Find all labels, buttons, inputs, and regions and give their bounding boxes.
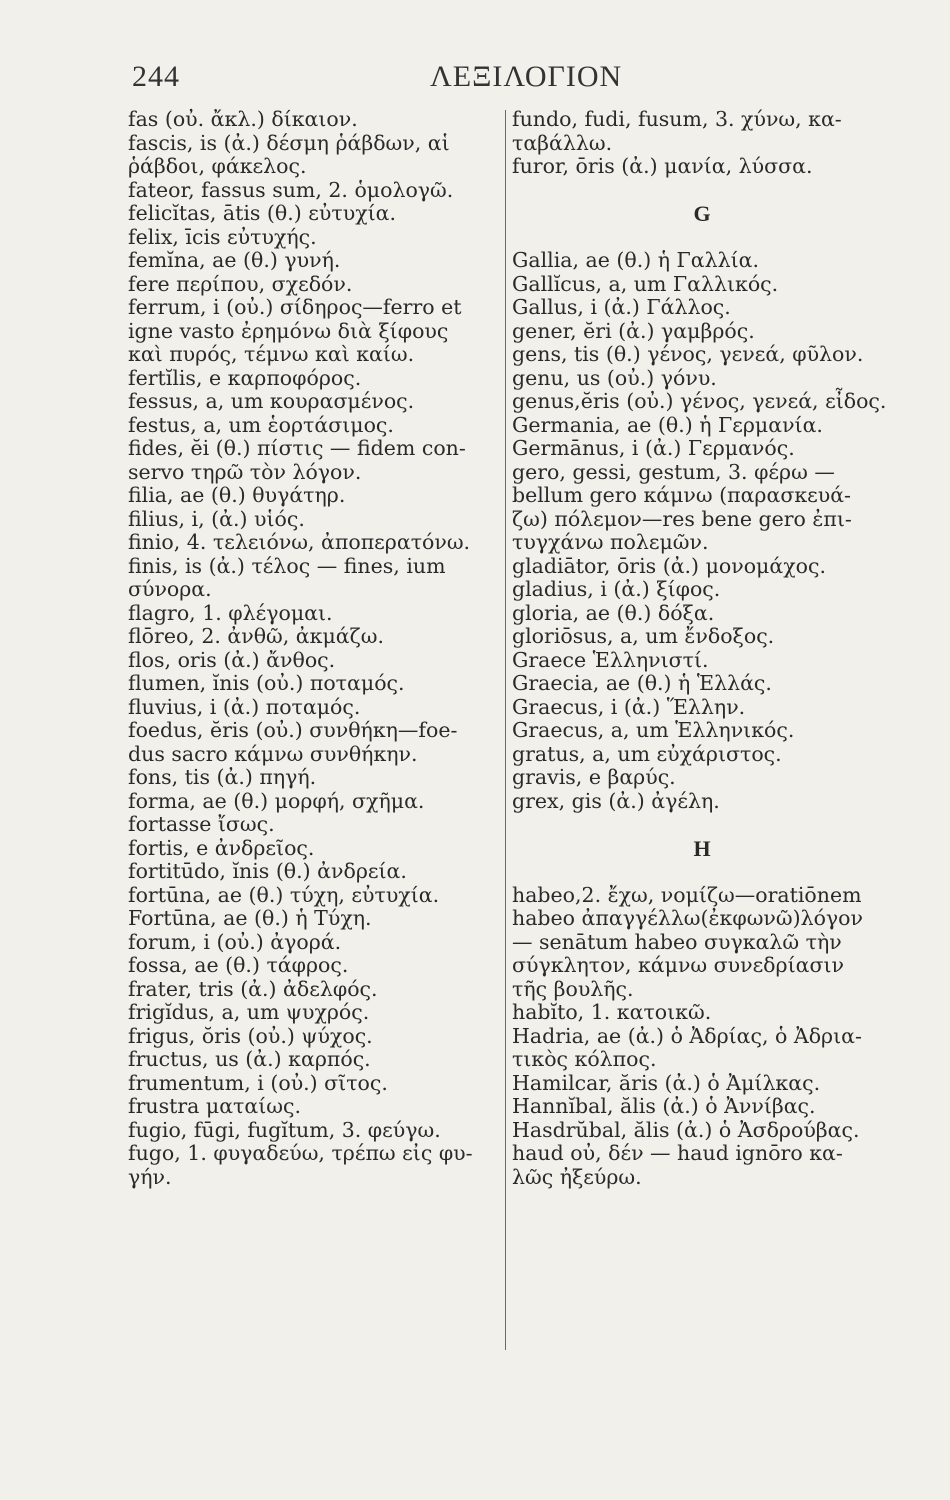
entry-line: fateor, fassus sum, 2. ὁμολογῶ.: [128, 177, 454, 202]
entry-line: fortis, e ἀνδρεῖος.: [128, 835, 315, 860]
entry-line: [512, 813, 892, 837]
entry-line: femĭna, ae (θ.) γυνή.: [128, 248, 341, 272]
entry-line: habeo,2. ἔχω, νομίζω—oratiōnem: [512, 882, 862, 907]
entry-line: flumen, ĭnis (οὐ.) ποταμός.: [128, 671, 405, 695]
column-divider: [505, 110, 506, 1350]
running-title: ΛΕΞΙΛΟΓΙΟΝ: [430, 60, 623, 93]
entry-line: gero, gessi, gestum, 3. φέρω —: [512, 459, 835, 484]
entry-line: fugio, fūgi, fugĭtum, 3. φεύγω.: [128, 1117, 441, 1142]
entry-line: gratus, a, um εὐχάριστος.: [512, 741, 782, 766]
entry-line: τικὸς κόλπος.: [512, 1047, 657, 1071]
entry-line: fons, tis (ἀ.) πηγή.: [128, 765, 317, 789]
entry-line: filius, i, (ἀ.) υἱός.: [128, 506, 305, 531]
entry-line: Gallĭcus, a, um Γαλλικός.: [512, 271, 779, 296]
entry-line: fortasse ἴσως.: [128, 812, 275, 836]
entry-line: gloria, ae (θ.) δόξα.: [512, 600, 715, 625]
entry-line: Hamilcar, ăris (ἀ.) ὁ Ἀμίλκας.: [512, 1070, 821, 1095]
entry-line: gener, ĕri (ἀ.) γαμβρός.: [512, 318, 755, 343]
entry-line: σύγκλητον, κάμνω συνεδρίασιν: [512, 953, 844, 977]
entry-line: dus sacro κάμνω συνθήκην.: [128, 741, 418, 766]
entry-line: ταβάλλω.: [512, 130, 613, 155]
entry-line: servo τηρῶ τὸν λόγον.: [128, 459, 362, 484]
entry-line: fertĭlis, e καρποφόρος.: [128, 365, 362, 390]
entry-line: finis, is (ἀ.) τέλος — fines, ium: [128, 553, 446, 578]
entry-line: Graecus, i (ἀ.) Ἕλλην.: [512, 694, 746, 719]
entry-line: ferrum, i (οὐ.) σίδηρος—ferro et: [128, 295, 462, 319]
entry-line: — senātum habeo συγκαλῶ τὴν: [512, 929, 842, 954]
entry-line: forum, i (οὐ.) ἀγορά.: [128, 929, 342, 954]
entry-line: frater, tris (ἀ.) ἀδελφός.: [128, 976, 378, 1001]
entry-line: fas (οὐ. ἄκλ.) δίκαιον.: [128, 107, 358, 131]
entry-line: fascis, is (ἀ.) δέσμη ῥάβδων, αἱ: [128, 130, 450, 155]
section-letter: H: [693, 835, 711, 861]
entry-line: Gallus, i (ἀ.) Γάλλος.: [512, 295, 731, 319]
entry-line: ῥάβδοι, φάκελος.: [128, 154, 307, 178]
entry-line: fugo, 1. φυγαδεύω, τρέπω εἰς φυ-: [128, 1141, 473, 1165]
entry-line: [512, 226, 892, 250]
entry-line: λῶς ἠξεύρω.: [512, 1164, 642, 1189]
entry-line: [512, 179, 892, 203]
entry-line: σύνορα.: [128, 577, 212, 601]
entry-line: festus, a, um ἑορτάσιμος.: [128, 412, 394, 437]
entry-line: Graecus, a, um Ἑλληνικός.: [512, 718, 795, 742]
entry-line: flos, oris (ἀ.) ἄνθος.: [128, 647, 336, 672]
entry-line: gloriōsus, a, um ἔνδοξος.: [512, 624, 775, 648]
entry-line: flagro, 1. φλέγομαι.: [128, 600, 333, 625]
entry-line: gladiātor, ōris (ἀ.) μονομάχος.: [512, 553, 826, 578]
entry-line: fortitūdo, ĭnis (θ.) ἀνδρεία.: [128, 859, 407, 883]
entry-line: haud οὐ, δέν — haud ignōro κα-: [512, 1141, 843, 1165]
entry-line: genus,ĕris (οὐ.) γένος, γενεά, εἶδος.: [512, 389, 887, 413]
entry-line: fere περίπου, σχεδόν.: [128, 271, 353, 296]
entry-line: fluvius, i (ἀ.) ποταμός.: [128, 694, 361, 719]
entry-line: [512, 860, 892, 884]
right-column: [512, 108, 892, 1189]
entry-line: Hadria, ae (ἀ.) ὁ Ἀδρίας, ὁ Ἀδρια-: [512, 1023, 862, 1048]
entry-line: gravis, e βαρύς.: [512, 765, 676, 789]
entry-line: Hasdrŭbal, ălis (ἀ.) ὁ Ἀσδρούβας.: [512, 1117, 860, 1142]
entry-line: frigĭdus, a, um ψυχρός.: [128, 1000, 370, 1024]
entry-line: gladius, i (ἀ.) ξίφος.: [512, 577, 721, 601]
entry-line: fossa, ae (θ.) τάφρος.: [128, 953, 349, 977]
entry-line: fides, ĕi (θ.) πίστις — fidem con-: [128, 436, 466, 460]
entry-line: καὶ πυρός, τέμνω καὶ καίω.: [128, 342, 415, 366]
entry-line: filia, ae (θ.) θυγάτηρ.: [128, 483, 346, 507]
entry-line: flōreo, 2. ἀνθῶ, ἀκμάζω.: [128, 624, 384, 648]
entry-line: frustra ματαίως.: [128, 1094, 301, 1118]
entry-line: fessus, a, um κουρασμένος.: [128, 389, 415, 413]
entry-line: Graece Ἑλληνιστί.: [512, 647, 709, 672]
entry-line: frumentum, i (οὐ.) σῖτος.: [128, 1070, 388, 1095]
entry-line: finio, 4. τελειόνω, ἀποπερατόνω.: [128, 530, 471, 554]
entry-line: felicĭtas, ātis (θ.) εὐτυχία.: [128, 201, 397, 225]
entry-line: Gallia, ae (θ.) ἡ Γαλλία.: [512, 248, 760, 272]
entry-line: Graecia, ae (θ.) ἡ Ἑλλάς.: [512, 671, 772, 695]
entry-line: igne vasto ἐρημόνω διὰ ξίφους: [128, 318, 449, 343]
entry-line: Hannĭbal, ălis (ἀ.) ὁ Ἀννίβας.: [512, 1094, 816, 1118]
entry-line: γήν.: [128, 1164, 172, 1189]
entry-line: τυγχάνω πολεμῶν.: [512, 530, 709, 554]
entry-line: habĭto, 1. κατοικῶ.: [512, 1000, 712, 1024]
entry-line: Germānus, i (ἀ.) Γερμανός.: [512, 436, 795, 460]
entry-line: Germania, ae (θ.) ἡ Γερμανία.: [512, 412, 823, 437]
entry-line: gens, tis (θ.) γένος, γενεά, φῦλον.: [512, 342, 864, 366]
entry-line: grex, gis (ἀ.) ἀγέλη.: [512, 788, 720, 813]
entry-line: foedus, ĕris (οὐ.) συνθήκη—foe-: [128, 718, 458, 742]
entry-line: felix, īcis εὐτυχής.: [128, 224, 317, 249]
entry-line: fortūna, ae (θ.) τύχη, εὐτυχία.: [128, 882, 440, 907]
entry-line: ζω) πόλεμον—res bene gero ἐπι-: [512, 506, 852, 531]
section-letter: G: [693, 201, 711, 226]
entry-line: Fortūna, ae (θ.) ἡ Τύχη.: [128, 906, 372, 930]
entry-line: genu, us (οὐ.) γόνυ.: [512, 365, 717, 390]
entry-line: furor, ōris (ἀ.) μανία, λύσσα.: [512, 154, 813, 178]
page-number: 244: [132, 60, 180, 93]
left-column: [128, 108, 500, 1189]
entry-line: frigus, ŏris (οὐ.) ψύχος.: [128, 1023, 373, 1048]
page-header: [132, 60, 892, 100]
entry-line: fundo, fudi, fusum, 3. χύνω, κα-: [512, 107, 842, 131]
entry-line: forma, ae (θ.) μορφή, σχῆμα.: [128, 788, 425, 813]
entry-line: τῆς βουλῆς.: [512, 976, 634, 1001]
entry-line: fructus, us (ἀ.) καρπός.: [128, 1047, 371, 1071]
entry-line: habeo ἀπαγγέλλω(ἐκφωνῶ)λόγον: [512, 906, 863, 930]
entry-line: bellum gero κάμνω (παρασκευά-: [512, 483, 851, 507]
